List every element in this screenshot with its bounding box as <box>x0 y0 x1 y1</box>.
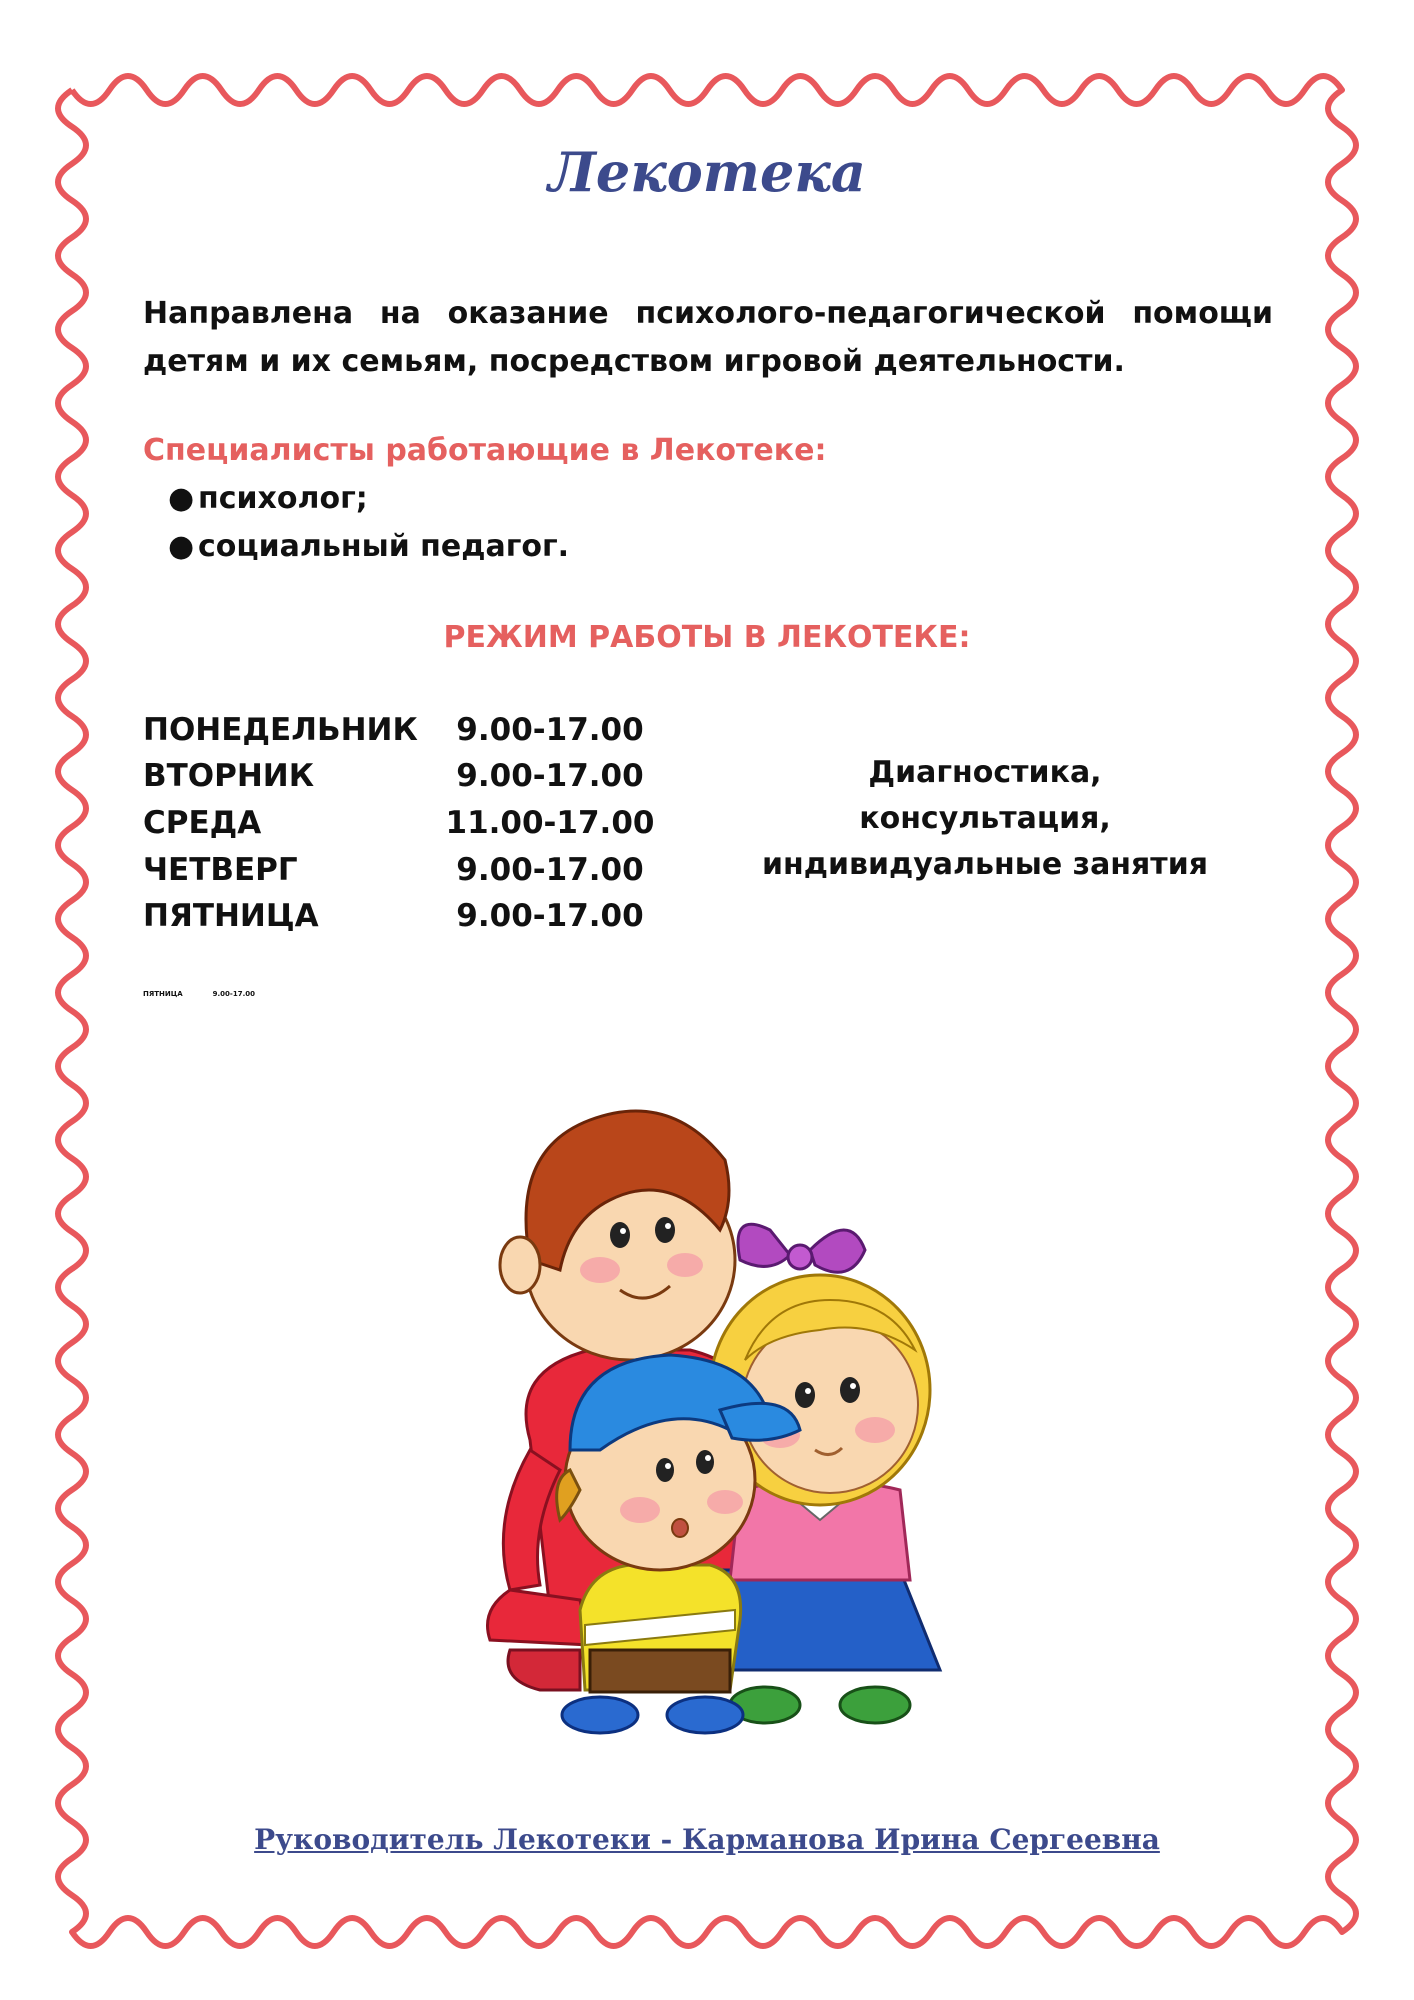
schedule-time: 9.00-17.00 <box>456 758 644 794</box>
list-item: ● социальный педагог. <box>168 523 569 571</box>
footer-director: Руководитель Лекотеки - Карманова Ирина Сергеевна <box>254 1823 1160 1856</box>
bullet-icon: ● <box>168 529 195 564</box>
tiny-schedule-note: ПЯТНИЦА 9.00-17.00 <box>143 990 255 998</box>
page-title: Лекотека <box>548 140 866 204</box>
intro-paragraph: Направлена на оказание психолого-педагогической помощи детям и их семьям, посредством игровой деятельности. <box>143 296 1273 379</box>
services-text: Диагностика, консультация, индивидуальные занятия <box>762 755 1208 882</box>
specialists-list <box>168 475 569 571</box>
schedule-time: 11.00-17.00 <box>445 805 655 841</box>
schedule-time: 9.00-17.00 <box>456 898 644 934</box>
schedule-row <box>0 898 1414 945</box>
schedule-day: СРЕДА <box>143 805 262 841</box>
schedule-time: 9.00-17.00 <box>456 712 644 748</box>
schedule-day: ЧЕТВЕРГ <box>143 852 298 888</box>
schedule-day: ПОНЕДЕЛЬНИК <box>143 712 418 748</box>
schedule-day: ПЯТНИЦА <box>143 898 319 934</box>
schedule-heading: РЕЖИМ РАБОТЫ В ЛЕКОТЕКЕ: <box>443 620 971 655</box>
schedule-time: 9.00-17.00 <box>456 852 644 888</box>
list-item: ● психолог; <box>168 475 569 523</box>
children-illustration <box>470 1050 1030 1740</box>
schedule-day: ВТОРНИК <box>143 758 315 794</box>
specialists-heading: Специалисты работающие в Лекотеке: <box>143 433 827 468</box>
bullet-icon: ● <box>168 481 195 516</box>
